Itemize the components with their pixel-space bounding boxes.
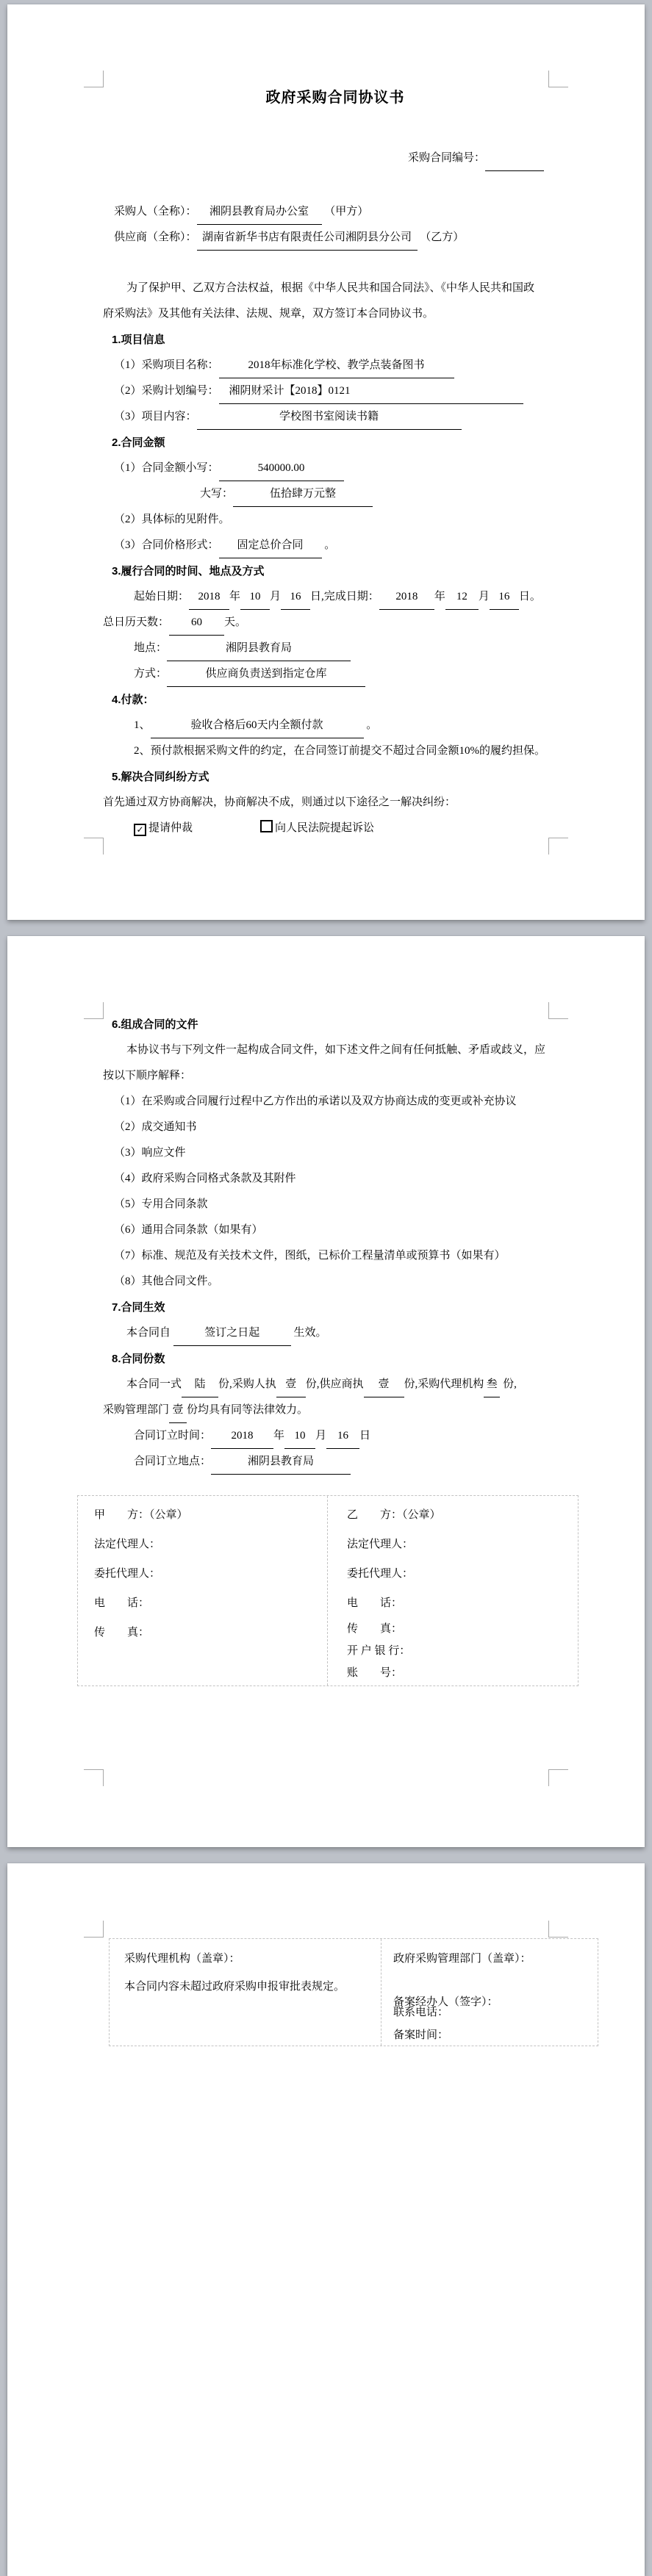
procurement-agency-stamp-label: 采购代理机构（盖章）： [124,1953,240,1965]
start-date-label: 起始日期： [134,591,190,602]
page-2 [7,936,645,1847]
crop-mark-top-left [84,71,104,87]
sign-day-value: 16 [326,1424,359,1449]
copies-seg-2: 份,采购人执 [218,1378,276,1390]
party-a-title: 甲 方：（公章） [94,1509,188,1521]
arbitration-option-label: 提请仲裁 [148,822,193,834]
party-b-entrusted-agent: 委托代理人： [347,1568,414,1580]
crop-mark-top-right [548,1921,568,1938]
copies-supplier-value: 壹 [364,1372,404,1397]
payment-term-1-number: 1、 [134,719,151,731]
party-a-entrusted-agent: 委托代理人： [94,1568,161,1580]
amount-numeric-value: 540000.00 [219,456,344,481]
place-value: 湘阴县教育局 [167,636,351,661]
section-6-intro-line-1: 本协议书与下列文件一起构成合同文件，如下述文件之间有任何抵触、矛盾或歧义，应 [126,1044,546,1056]
procurement-agency-cell [110,1939,381,2046]
project-content-label: （3）项目内容： [114,411,197,422]
effective-date-line [103,1320,567,1346]
amount-numeric-label: （1）合同金额小写： [114,462,219,474]
contract-number-line [103,145,567,171]
dispute-options [103,816,567,841]
copies-seg-1: 本合同一式 [126,1378,182,1390]
copies-seg-6: 采购管理部门 [103,1404,170,1416]
section-1-heading: 1.项目信息 [112,334,165,346]
effective-end: 生效。 [293,1327,327,1339]
party-b-legal-agent: 法定代理人： [347,1539,414,1550]
section-5-heading: 5.解决合同纠纷方式 [112,771,209,783]
page-1 [7,4,645,920]
payment-term-1 [103,713,567,738]
contact-phone-label: 联系电话： [393,2007,449,2018]
buyer-label: 采购人（全称）： [114,206,197,217]
effective-pre: 本合同自 [126,1327,171,1339]
party-b-cell [328,1496,578,1685]
contract-file-item-8: （8）其他合同文件。 [114,1276,219,1287]
supplier-tag: （乙方） [420,231,465,243]
section-7-heading: 7.合同生效 [112,1301,165,1314]
field-amount-numeric [103,456,567,481]
section-3-heading: 3.履行合同的时间、地点及方式 [112,565,265,578]
year-unit: 年 [229,591,241,602]
finish-date-label: 日,完成日期： [310,591,379,602]
buyer-value: 湘阴县教育局办公室 [197,200,322,225]
supplier-value: 湖南省新华书店有限责任公司湘阴县分公司 [197,226,418,251]
month-unit: 月 [270,591,282,602]
contract-file-item-2: （2）成交通知书 [114,1121,197,1133]
supplier-label: 供应商（全称）： [114,231,197,243]
project-name-label: （1）采购项目名称： [114,359,219,371]
section-6-heading: 6.组成合同的文件 [112,1018,198,1031]
contract-file-item-4: （4）政府采购合同格式条款及其附件 [114,1173,296,1184]
dispute-intro: 首先通过双方协商解决，协商解决不成，则通过以下途径之一解决纠纷： [103,796,456,808]
party-b-phone: 电 话： [347,1597,403,1609]
copies-seg-5: 份, [503,1378,517,1390]
year-unit-2: 年 [434,591,445,602]
end-day-value: 16 [490,585,519,610]
crop-mark-bottom-left [84,1769,104,1786]
procurement-admin-stamp-label: 政府采购管理部门（盖章）： [393,1953,531,1965]
contract-number-label: 采购合同编号： [408,152,486,164]
end-year-value: 2018 [379,585,434,610]
contract-file-item-3: （3）响应文件 [114,1147,186,1159]
price-form-period: 。 [324,539,336,551]
field-total-days [103,610,567,636]
sign-month-value: 10 [284,1424,315,1449]
sign-place-value: 湘阴县教育局 [211,1450,351,1475]
document-title: 政府采购合同协议书 [265,90,405,106]
copies-agency-value: 叁 [484,1372,500,1397]
field-dates [103,584,567,610]
section-4-heading: 4.付款： [112,694,154,706]
sign-month-unit: 月 [315,1430,327,1442]
place-label: 地点： [134,642,168,654]
party-b-account: 账 号： [347,1667,403,1679]
crop-mark-top-left [84,1921,104,1938]
filing-time-label: 备案时间： [393,2029,449,2041]
price-form-label: （3）合同价格形式： [114,539,219,551]
amount-capital-label: 大写： [200,488,234,500]
copies-seg-3: 份,供应商执 [305,1378,364,1390]
field-project-content [103,404,567,430]
contract-number-blank [485,146,544,171]
supplier-line [103,225,567,251]
sign-time-label: 合同订立时间： [134,1430,212,1442]
day-unit-period: 日。 [518,591,541,602]
copies-line-2 [103,1397,567,1423]
start-month-value: 10 [240,585,270,610]
crop-mark-bottom-right [548,1769,568,1786]
sign-year-unit: 年 [273,1430,285,1442]
contract-file-item-7: （7）标准、规范及有关技术文件，图纸，已标价工程量清单或预算书（如果有） [114,1250,506,1262]
field-project-name [103,353,567,378]
contract-file-item-6: （6）通用合同条款（如果有） [114,1224,263,1236]
page-1-content [103,4,567,841]
copies-admin-value: 壹 [169,1398,187,1423]
field-amount-capital [103,481,567,507]
field-price-form [103,533,567,558]
party-b-title: 乙 方：（公章） [347,1509,441,1521]
filing-officer-signature-label: 备案经办人（签字）： [393,1996,498,2007]
delivery-method-label: 方式： [134,668,168,680]
end-month-value: 12 [445,585,479,610]
crop-mark-bottom-left [84,838,104,855]
copies-line-1 [103,1372,567,1397]
project-content-value: 学校图书室阅读书籍 [197,405,462,430]
stamp-approval-table [109,1938,598,2046]
party-a-fax: 传 真： [94,1627,150,1638]
copies-seg-7: 份均具有同等法律效力。 [187,1404,309,1416]
start-day-value: 16 [281,585,310,610]
sign-time-line [103,1423,567,1449]
plan-number-label: （2）采购计划编号： [114,385,219,397]
field-delivery-method [103,661,567,687]
page-2-content [103,936,567,1475]
contract-file-item-5: （5）专用合同条款 [114,1198,208,1210]
buyer-line [103,199,567,225]
effective-value: 签订之日起 [173,1321,291,1346]
party-a-legal-agent: 法定代理人： [94,1539,161,1550]
crop-mark-top-left [84,1002,104,1019]
contract-file-item-1: （1）在采购或合同履行过程中乙方作出的承诺以及双方协商达成的变更或补充协议 [114,1095,517,1107]
section-8-heading: 8.合同份数 [112,1353,165,1365]
total-days-value: 60 [169,611,224,636]
sign-year-value: 2018 [211,1424,273,1449]
buyer-tag: （甲方） [324,206,369,217]
page-3 [7,1863,645,2576]
section-2-heading: 2.合同金额 [112,436,165,449]
total-days-label: 总日历天数： [103,616,170,628]
party-a-phone: 电 话： [94,1597,150,1609]
payment-term-1-value: 验收合格后60天内全额付款 [151,713,364,738]
month-unit-2: 月 [478,591,490,602]
copies-buyer-value: 壹 [276,1372,306,1397]
amount-attachment-note: （2）具体标的见附件。 [114,514,230,525]
copies-seg-4: 份,采购代理机构 [404,1378,484,1390]
party-b-bank: 开 户 银 行： [347,1645,411,1657]
preamble-line-2: 府采购法》及其他有关法律、法规、规章，双方签订本合同协议书。 [103,308,434,320]
delivery-method-value: 供应商负责送到指定仓库 [167,662,365,687]
plan-number-value: 湘阴财采计【2018】0121 [219,379,523,404]
amount-capital-value: 伍拾肆万元整 [233,482,373,507]
court-option-label: 向人民法院提起诉讼 [275,822,375,834]
sign-place-line [103,1449,567,1475]
party-b-fax: 传 真： [347,1623,403,1635]
procurement-agency-note: 本合同内容未超过政府采购申报审批表规定。 [124,1981,345,1993]
start-year-value: 2018 [189,585,229,610]
sign-place-label: 合同订立地点： [134,1456,212,1467]
payment-term-2: 2、预付款根据采购文件的约定，在合同签订前提交不超过合同金额10%的履约担保。 [134,745,545,757]
arbitration-checkbox[interactable]: ✓ [134,824,146,836]
project-name-value: 2018年标准化学校、教学点装备图书 [219,353,454,378]
field-place [103,636,567,661]
payment-term-1-period: 。 [366,719,378,731]
section-6-intro-line-2: 按以下顺序解释： [103,1070,192,1082]
procurement-admin-cell [381,1939,598,2046]
party-signature-table [77,1495,578,1686]
court-checkbox[interactable] [260,820,273,832]
days-unit: 天。 [224,616,247,628]
sign-day-unit: 日 [359,1430,371,1442]
field-plan-number [103,378,567,404]
copies-total-value: 陆 [182,1372,218,1397]
price-form-value: 固定总价合同 [219,533,322,558]
preamble-line-1: 为了保护甲、乙双方合法权益，根据《中华人民共和国合同法》、《中华人民共和国政 [126,282,535,294]
party-a-cell [78,1496,328,1685]
